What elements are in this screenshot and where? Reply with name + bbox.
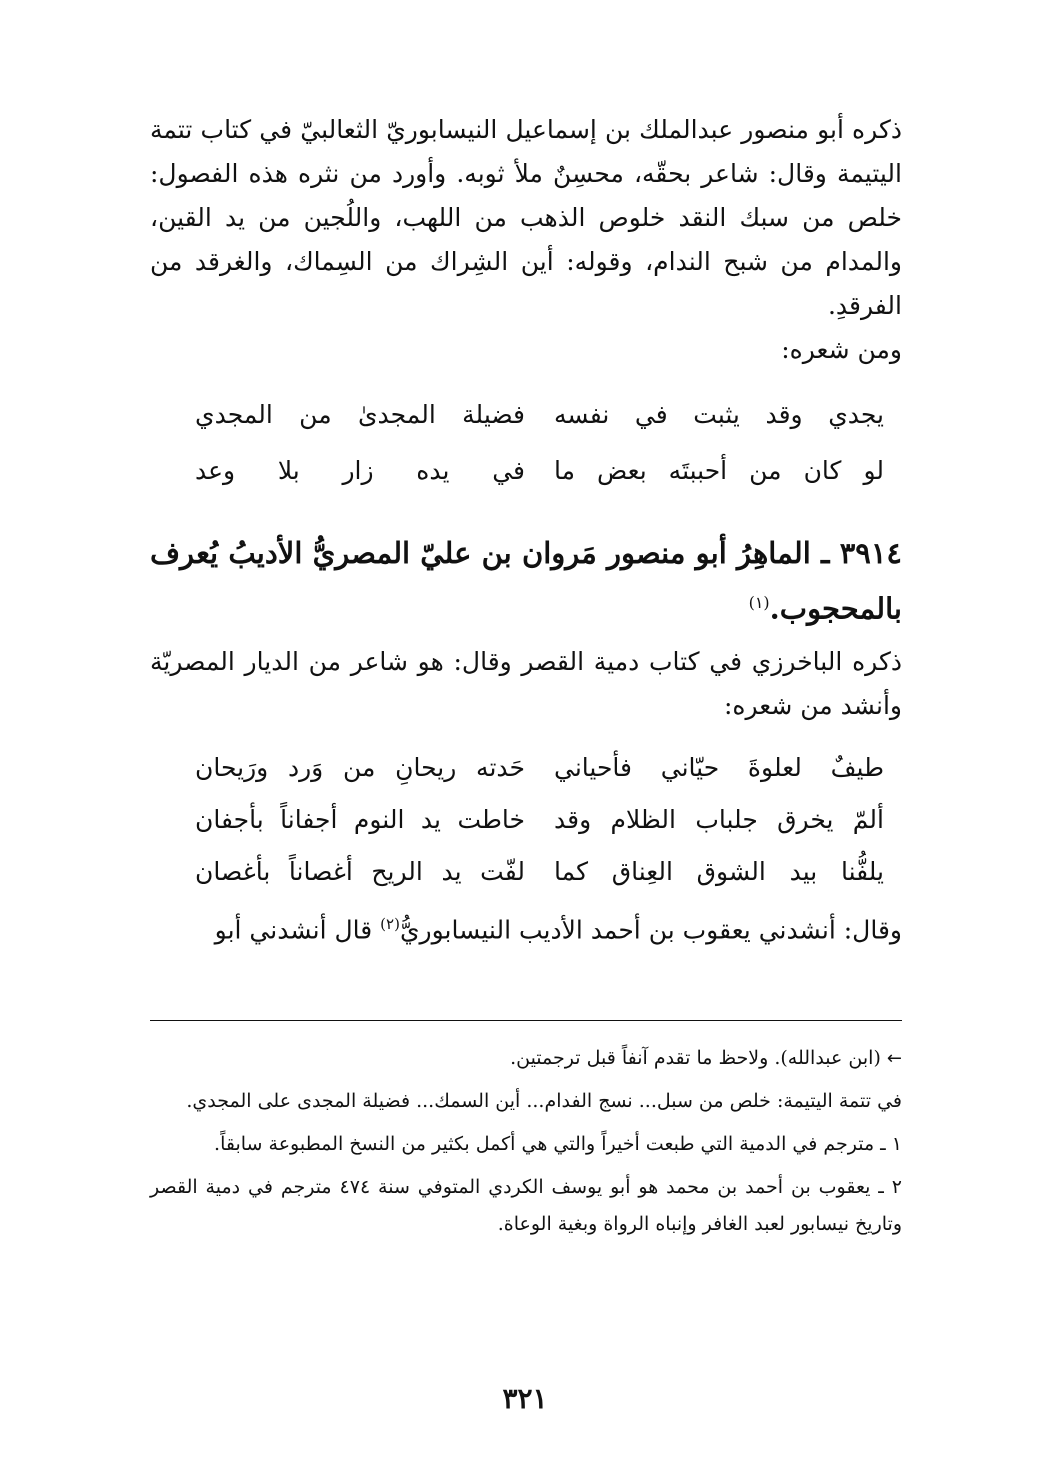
footnotes bbox=[150, 1040, 902, 1249]
footnote-ref-1: (١) bbox=[748, 593, 770, 612]
footnote-a: في تتمة اليتيمة: خلص من سبل... نسج الفدام... أين السمك... فضيلة المجدى على المجدي. bbox=[186, 1090, 902, 1112]
intro-paragraph: ذكره أبو منصور عبدالملك بن إسماعيل النيسابوريّ الثعالبيّ في كتاب تتمة اليتيمة وقال: شاعر بحقّه، محسِنٌ ملأ ثوبه. وأورد من نثره هذه الفصول: خلص من سبك النقد خلوص الذهب من اللهب، واللُجين من يد القين، والمدام من شبح الندام، وقوله: أين الشِراك من السِماك، والغرقد من الفرقدِ. bbox=[150, 115, 902, 320]
verse-line bbox=[150, 794, 902, 846]
closing-line-tail: قال أنشدني أبو bbox=[214, 914, 381, 944]
page-number: ٣٢١ bbox=[502, 1382, 548, 1415]
footnote-continued bbox=[150, 1040, 902, 1077]
verse-first-hemistich: يلفُّنا بيد الشوق العِناق كما bbox=[554, 857, 884, 887]
verse-line bbox=[150, 742, 902, 794]
verse-second-hemistich: حَدته ريحانِ من وَرد ورَيحان bbox=[195, 753, 525, 783]
entry-paragraph: ذكره الباخرزي في كتاب دمية القصر وقال: هو شاعر من الديار المصريّة وأنشد من شعره: bbox=[150, 646, 902, 720]
verse-second-hemistich: في يده زار بلا وعد bbox=[195, 455, 525, 485]
verse-second-hemistich: فضيلة المجدىٰ من المجدي bbox=[195, 399, 525, 429]
continued-arrow-icon: ← bbox=[886, 1048, 902, 1069]
verse-first-hemistich: لو كان من أحببتَه بعض ما bbox=[554, 455, 884, 485]
footnote-divider bbox=[150, 1020, 902, 1021]
verse-line bbox=[150, 442, 902, 498]
verse-second-hemistich: لفّت يد الريح أغصاناً بأغصان bbox=[195, 857, 525, 887]
verse-first-hemistich: ألمّ يخرق جلباب الظلام وقد bbox=[554, 805, 884, 835]
entry-heading bbox=[150, 528, 902, 634]
closing-line bbox=[150, 902, 902, 952]
poetry-intro: ومن شعره: bbox=[781, 335, 902, 364]
verse-line bbox=[150, 386, 902, 442]
verse-first-hemistich: طيفٌ لعلوةَ حيّاني فأحياني bbox=[554, 753, 884, 783]
verse-line bbox=[150, 846, 902, 898]
main-text bbox=[150, 108, 902, 952]
verses-block-1 bbox=[150, 386, 902, 498]
verse-first-hemistich: يجدي وقد يثبت في نفسه bbox=[554, 399, 884, 429]
entry-heading-text: ٣٩١٤ ـ الماهِرُ أبو منصور مَروان بن عليّ المصريُّ الأديبُ يُعرف بالمحجوب. bbox=[150, 536, 902, 626]
verse-second-hemistich: خاطت يد النوم أجفاناً بأجفان bbox=[195, 805, 525, 835]
closing-line-text: وقال: أنشدني يعقوب بن أحمد الأديب النيسابوريُّ bbox=[399, 914, 902, 944]
footnote-1: ١ ـ مترجم في الدمية التي طبعت أخيراً والتي هي أكمل بكثير من النسخ المطبوعة سابقاً. bbox=[214, 1133, 902, 1155]
footnote-ref-2: (٢) bbox=[380, 914, 400, 933]
verses-block-2 bbox=[150, 742, 902, 898]
footnote-continued-text: (ابن عبدالله). ولاحظ ما تقدم آنفاً قبل ترجمتين. bbox=[510, 1047, 881, 1069]
footnote-2: ٢ ـ يعقوب بن أحمد بن محمد هو أبو يوسف الكردي المتوفي سنة ٤٧٤ مترجم في دمية القصر وتاريخ نيسابور لعبد الغافر وإنباه الرواة وبغية الوعاة. bbox=[150, 1176, 902, 1235]
